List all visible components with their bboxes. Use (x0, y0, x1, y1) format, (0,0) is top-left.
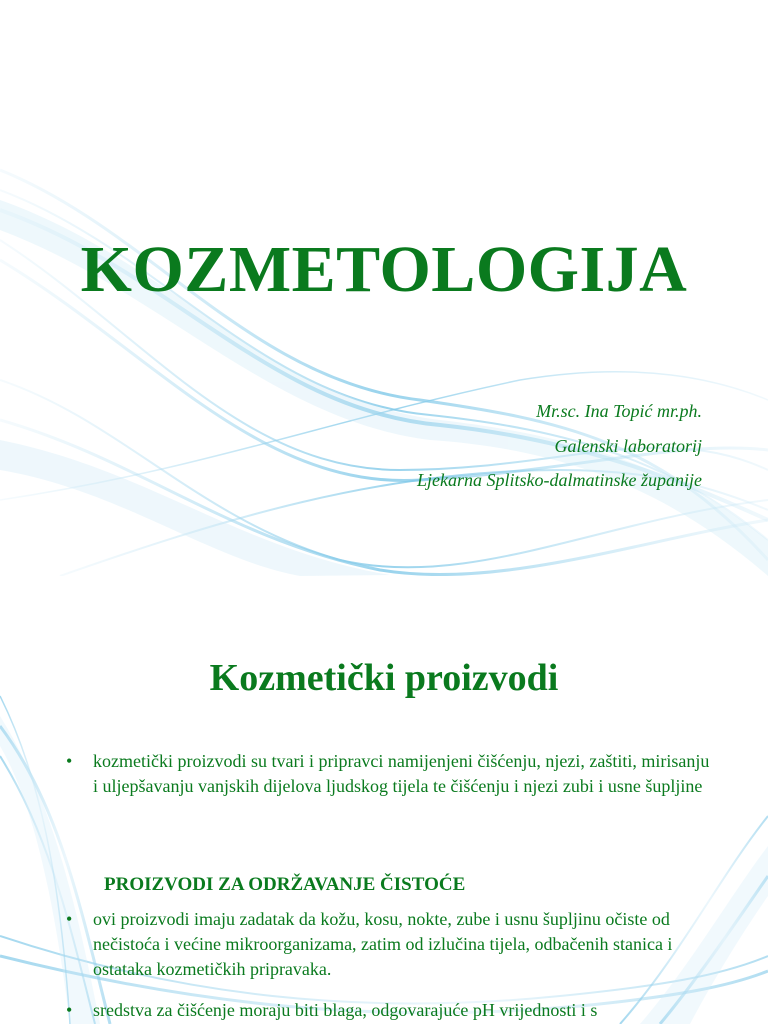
presentation-title: KOZMETOLOGIJA (80, 233, 688, 306)
bullet-marker: • (66, 1000, 73, 1020)
bullet-text: kozmetički proizvodi su tvari i pripravci namijenjeni čišćenju, njezi, zaštiti, mirisanju i uljepšavanju vanjskih dijelova ljudskog tijela te čišćenju i njezi zubi i usne šupljine (93, 751, 710, 796)
department-name: Galenski laboratorij (554, 436, 702, 456)
content-slide (0, 576, 768, 1024)
bullet-marker: • (66, 751, 73, 771)
intro-bullet (66, 749, 716, 799)
slide-title: Kozmetički proizvodi (209, 657, 559, 699)
bullet-text: sredstva za čišćenje moraju biti blaga, odgovarajuće pH vrijednosti i s (93, 1000, 598, 1020)
bullet-text: ovi proizvodi imaju zadatak da kožu, kosu, nokte, zube i usnu šupljinu očiste od nečistoća i većine mikroorganizama, zatim od izlučina tijela, odbačenih stanica i ostataka kozmetičkih pripravaka. (93, 909, 673, 979)
section-bullet (66, 907, 716, 982)
bullet-marker: • (66, 909, 73, 929)
author-name: Mr.sc. Ina Topić mr.ph. (536, 401, 702, 421)
section-bullet (66, 998, 716, 1023)
institution-name: Ljekarna Splitsko-dalmatinske županije (417, 470, 702, 490)
section-heading: PROIZVODI ZA ODRŽAVANJE ČISTOĆE (104, 874, 466, 895)
